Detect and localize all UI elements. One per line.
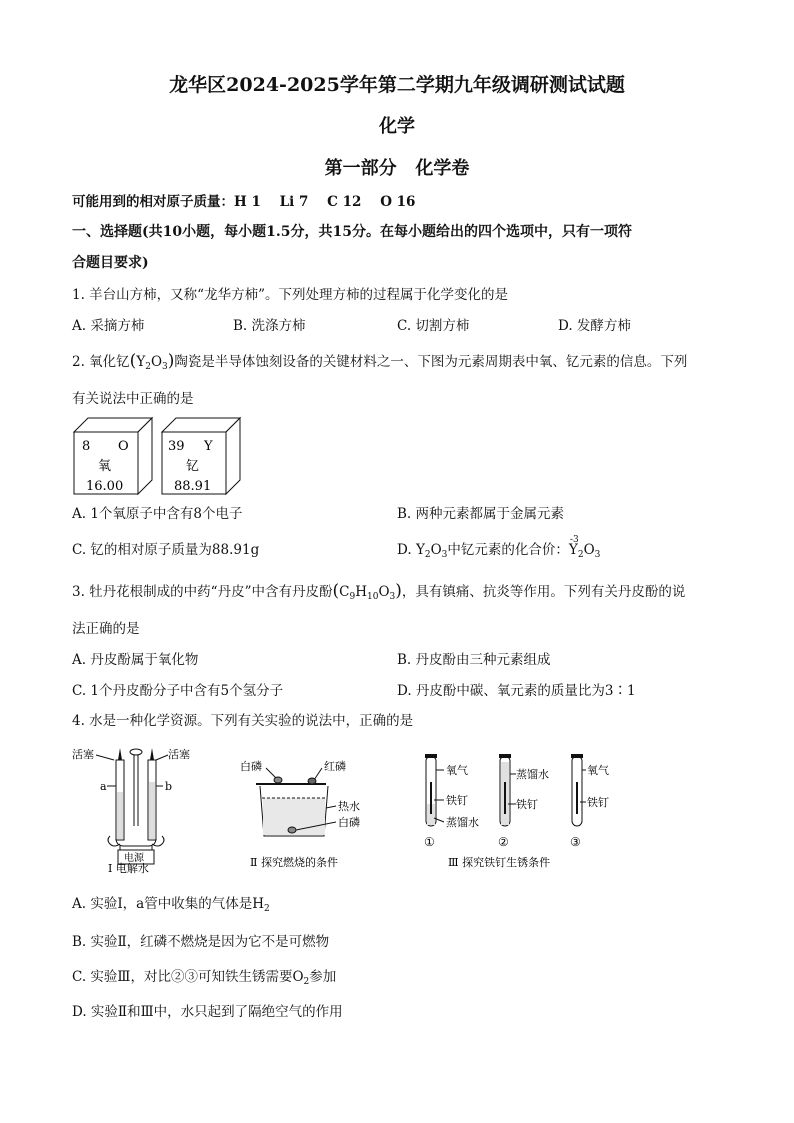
rusting-figure (416, 752, 609, 872)
tube3-nail-label: 铁钉 (587, 796, 609, 809)
q2-stem-line2: 有关说法中正确的是 (72, 391, 194, 407)
yttrium-cube (162, 418, 240, 494)
q3-option-a[interactable]: A. 丹皮酚属于氧化物 (72, 652, 199, 668)
oxygen-symbol: O (118, 439, 129, 454)
q3-option-b[interactable]: B. 丹皮酚由三种元素组成 (397, 652, 551, 668)
q2-option-d[interactable]: D. $Y_2O_3$中钇元素的化合价： -3 $Y_2O_3$ (397, 540, 600, 565)
figure-2-caption: Ⅱ 探究燃烧的条件 (250, 856, 338, 869)
q4-option-d[interactable]: D. 实验Ⅱ和Ⅲ中，水只起到了隔绝空气的作用 (72, 1004, 343, 1020)
q3-stem-line2: 法正确的是 (72, 621, 140, 637)
white-phosphorus-bottom-label: 白磷 (338, 816, 360, 829)
hot-water-label: 热水 (338, 800, 360, 813)
exam-title: 龙华区2024-2025学年第二学期九年级调研测试试题 (169, 74, 625, 96)
q3-option-d[interactable]: D. 丹皮酚中碳、氧元素的质量比为3∶1 (397, 683, 636, 699)
white-phosphorus-top-label: 白磷 (240, 760, 262, 773)
section-heading-line2: 合题目要求) (72, 255, 149, 271)
tube-b-label: b (165, 780, 173, 793)
q3-stem: 3. 牡丹花根制成的中药“丹皮”中含有丹皮酚$(C_9H_{10}O_3)$，具有镇痛、抗炎等作用。下列有关丹皮酚的说 (72, 581, 686, 602)
tube1-nail-label: 铁钉 (446, 794, 468, 807)
valence-mark: -3 (569, 535, 579, 545)
red-phosphorus-label: 红磷 (324, 760, 346, 773)
tube3-oxygen-label: 氧气 (587, 764, 609, 777)
tube1-oxygen-label: 氧气 (446, 764, 468, 777)
tube2-nail-label: 铁钉 (516, 798, 538, 811)
combustion-figure (226, 758, 376, 872)
tube1-water-label: 蒸馏水 (446, 816, 479, 829)
test-tube-1 (424, 754, 479, 849)
yttrium-number: 39 (168, 439, 185, 454)
atomic-masses: 可能用到的相对原子质量：H 1 Li 7 C 12 O 16 (72, 194, 416, 210)
q1-stem: 1. 羊台山方柿，又称“龙华方柿”。下列处理方柿的过程属于化学变化的是 (72, 287, 508, 303)
subject-title: 化学 (379, 116, 415, 137)
q1-option-c[interactable]: C. 切割方柿 (397, 318, 470, 334)
test-tube-3 (570, 754, 609, 849)
tube1-number: ① (424, 835, 435, 849)
tube2-number: ② (498, 835, 509, 849)
oxygen-number: 8 (82, 439, 91, 454)
q4-option-c[interactable]: C. 实验Ⅲ，对比②③可知铁生锈需要$O_2$参加 (72, 969, 337, 987)
stopcock-label-left: 活塞 (72, 748, 94, 761)
tube3-number: ③ (570, 835, 581, 849)
q3-option-c[interactable]: C. 1个丹皮酚分子中含有5个氢分子 (72, 683, 284, 699)
oxygen-name: 氧 (98, 459, 112, 474)
section-heading-line1: 一、选择题(共10小题，每小题1.5分，共15分。在每小题给出的四个选项中，只有一项符 (72, 224, 632, 240)
yttrium-name: 钇 (186, 459, 200, 474)
q4-option-b[interactable]: B. 实验Ⅱ，红磷不燃烧是因为它不是可燃物 (72, 934, 330, 950)
periodic-cubes-figure (70, 414, 240, 498)
q2-option-a[interactable]: A. 1个氧原子中含有8个电子 (72, 506, 243, 522)
q4-option-a[interactable]: A. 实验Ⅰ，a管中收集的气体是$H_2$ (72, 896, 270, 914)
tube-a-label: a (100, 780, 107, 793)
q1-option-a[interactable]: A. 采摘方柿 (72, 318, 145, 334)
tube2-water-label: 蒸馏水 (516, 768, 549, 781)
yttrium-mass: 88.91 (174, 479, 212, 494)
part-title: 第一部分 化学卷 (324, 158, 470, 179)
test-tube-2 (498, 754, 549, 849)
yttrium-symbol: Y (204, 439, 213, 454)
power-supply-label: 电源 (124, 853, 144, 864)
q2-option-b[interactable]: B. 两种元素都属于金属元素 (397, 506, 565, 522)
stopcock-label-right: 活塞 (168, 748, 190, 761)
oxygen-cube (74, 418, 152, 494)
figure-3-caption: Ⅲ 探究铁钉生锈条件 (448, 856, 551, 869)
q4-stem: 4. 水是一种化学资源。下列有关实验的说法中，正确的是 (72, 713, 414, 729)
figure-1-caption: Ⅰ 电解水 (108, 862, 149, 875)
q1-option-d[interactable]: D. 发酵方柿 (558, 318, 631, 334)
q2-option-c[interactable]: C. 钇的相对原子质量为88.91g (72, 542, 260, 558)
electrolysis-figure (70, 746, 200, 875)
q2-stem: 2. 氧化钇$(Y_2O_3)$陶瓷是半导体蚀刻设备的关键材料之一、下图为元素周期表中氧、钇元素的信息。下列 (72, 351, 688, 372)
q1-option-b[interactable]: B. 洗涤方柿 (233, 318, 306, 334)
oxygen-mass: 16.00 (86, 479, 124, 494)
